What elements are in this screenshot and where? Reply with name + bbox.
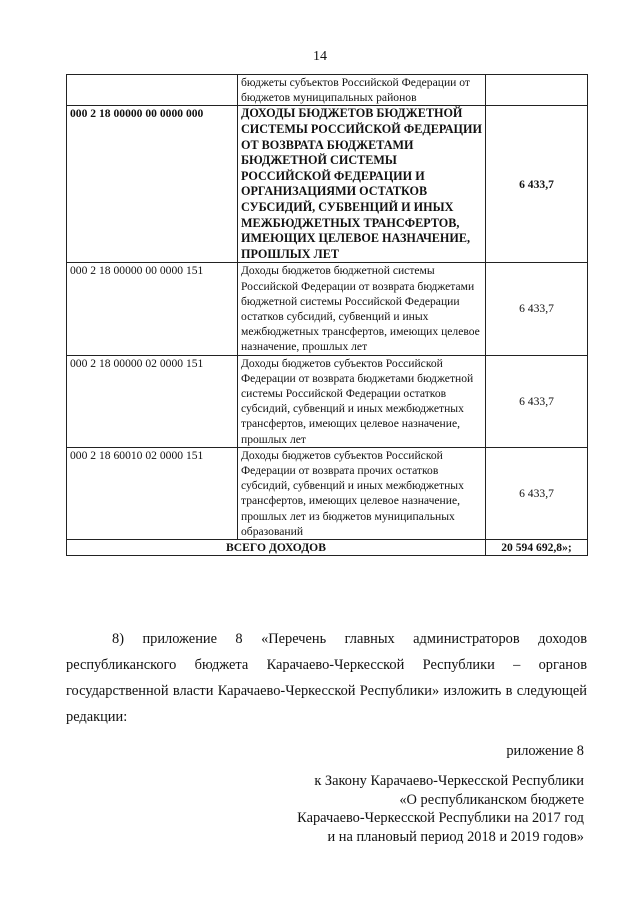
table-row: [67, 355, 588, 447]
amendment-text: 8) приложение 8 «Перечень главных администраторов доходов республиканского бюджета Карачаево-Черкесской Республики – органов государственной власти Карачаево-Черкесской Республики» изложить в следующей редакции:: [66, 631, 587, 725]
code-cell: 000 2 18 60010 02 0000 151: [67, 447, 238, 539]
code-cell: 000 2 18 00000 02 0000 151: [67, 355, 238, 447]
name-cell: ДОХОДЫ БЮДЖЕТОВ БЮДЖЕТНОЙ СИСТЕМЫ РОССИЙСКОЙ ФЕДЕРАЦИИ ОТ ВОЗВРАТА БЮДЖЕТАМИ БЮДЖЕТНОЙ СИСТЕМЫ РОССИЙСКОЙ ФЕДЕРАЦИИ И ОРГАНИЗАЦИЯМИ ОСТАТКОВ СУБСИДИЙ, СУБВЕНЦИЙ И ИНЫХ МЕЖБЮДЖЕТНЫХ ТРАНСФЕРТОВ, ИМЕЮЩИХ ЦЕЛЕВОЕ НАЗНАЧЕНИЕ, ПРОШЛЫХ ЛЕТ: [238, 106, 486, 263]
appendix-line: «О республиканском бюджете: [399, 791, 584, 808]
table-row: [67, 75, 588, 106]
appendix-caption: [297, 772, 584, 846]
amount-cell: [486, 75, 588, 106]
revenue-table: [66, 74, 588, 556]
code-cell: 000 2 18 00000 00 0000 000: [67, 106, 238, 263]
total-label: ВСЕГО ДОХОДОВ: [67, 540, 486, 556]
total-amount: 20 594 692,8»;: [486, 540, 588, 556]
amount-cell: 6 433,7: [486, 263, 588, 355]
name-cell: Доходы бюджетов субъектов Российской Федерации от возврата прочих остатков субсидий, субвенций и иных межбюджетных трансфертов, имеющих целевое назначение, прошлых лет из бюджетов муниципальных образований: [238, 447, 486, 539]
appendix-line: Карачаево-Черкесской Республики на 2017 год: [297, 810, 584, 826]
amendment-paragraph: [66, 626, 587, 730]
name-cell: Доходы бюджетов субъектов Российской Федерации от возврата бюджетами бюджетной системы Российской Федерации остатков субсидий, субвенций и иных межбюджетных трансфертов, имеющих целевое назначение, прошлых лет: [238, 355, 486, 447]
amount-cell: 6 433,7: [486, 355, 588, 447]
appendix-heading: риложение 8: [506, 743, 584, 759]
table-body: [67, 75, 588, 556]
name-cell: Доходы бюджетов бюджетной системы Российской Федерации от возврата бюджетами бюджетной системы Российской Федерации остатков субсидий, субвенций и иных межбюджетных трансфертов, имеющих целевое назначение, прошлых лет: [238, 263, 486, 355]
code-cell: [67, 75, 238, 106]
total-row: [67, 540, 588, 556]
name-cell: бюджеты субъектов Российской Федерации от бюджетов муниципальных районов: [238, 75, 486, 106]
amount-cell: 6 433,7: [486, 106, 588, 263]
table-row: [67, 263, 588, 355]
appendix-line: к Закону Карачаево-Черкесской Республики: [314, 773, 584, 789]
page-number: 14: [313, 49, 327, 64]
code-cell: 000 2 18 00000 00 0000 151: [67, 263, 238, 355]
table-row: [67, 106, 588, 263]
appendix-line: и на плановый период 2018 и 2019 годов»: [327, 828, 584, 845]
table-row: [67, 447, 588, 539]
amount-cell: 6 433,7: [486, 447, 588, 539]
